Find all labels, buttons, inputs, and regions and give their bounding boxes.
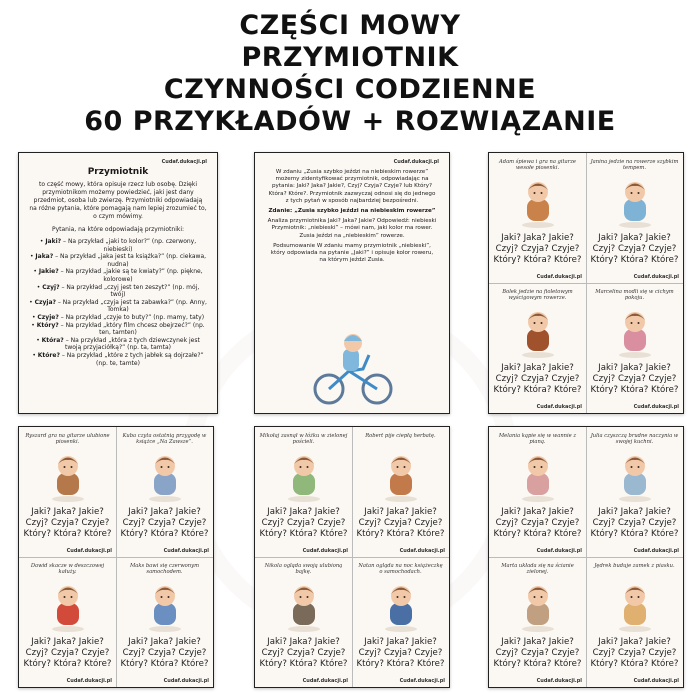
question-line: Który? Która? Które? (493, 385, 582, 395)
brand-label: Cudaf.dukacji.pl (536, 404, 582, 410)
question-example: – Na przykład „czyje to buty?” (np. mamy, taty) (58, 313, 205, 321)
question-words (588, 507, 681, 540)
child-illustration (612, 581, 658, 633)
brand-label: Cudaf.dukacji.pl (302, 678, 348, 684)
exercise-cell (255, 557, 352, 687)
question-line: Który? Która? Które? (259, 529, 348, 539)
exercise-cell (489, 557, 586, 687)
child-illustration (142, 451, 188, 503)
exercise-cell (19, 557, 116, 687)
question-line: Czyj? Czyja? Czyje? (592, 244, 677, 254)
exercise-cell (489, 427, 586, 557)
question-word: Które? (37, 351, 60, 359)
question-line: Jaki? Jaka? Jakie? (364, 507, 437, 517)
brand-label: Cudaf.dukacji.pl (399, 678, 445, 684)
exercise-cell (19, 427, 116, 557)
question-word: Która? (41, 336, 64, 344)
question-word: Czyj? (42, 283, 60, 291)
brand-label: Cudaf.dukacji.pl (536, 678, 582, 684)
question-line: Który? Która? Które? (590, 385, 679, 395)
question-line: Czyj? Czyja? Czyje? (25, 648, 110, 658)
question-words (257, 507, 350, 540)
question-line: Jaki? Jaka? Jakie? (31, 637, 104, 647)
question-line: Czyj? Czyja? Czyje? (122, 518, 207, 528)
question-words (588, 233, 681, 266)
worksheet-card (488, 152, 684, 414)
question-item: • Który? – Na przykład „który film chcesz obejrzeć?” (np. ten, tamten) (31, 321, 205, 337)
exercise-cell (352, 557, 449, 687)
question-line: Czyj? Czyja? Czyje? (358, 648, 443, 658)
child-illustration (612, 177, 658, 229)
child-illustration (515, 581, 561, 633)
header-line-4: 60 PRZYKŁADÓW + ROZWIĄZANIE (84, 106, 616, 137)
brand-label: Cudaf.dukacji.pl (633, 678, 679, 684)
header-line-3: CZYNNOŚCI CODZIENNE (163, 74, 537, 105)
brand-label: Cudaf.dukacji.pl (399, 548, 445, 554)
question-line: Czyj? Czyja? Czyje? (495, 518, 580, 528)
question-word: Czyje? (37, 313, 59, 321)
child-illustration (45, 451, 91, 503)
question-line: Czyj? Czyja? Czyje? (495, 374, 580, 384)
child-illustration (281, 581, 327, 633)
question-words (21, 507, 114, 540)
question-line: Czyj? Czyja? Czyje? (122, 648, 207, 658)
question-line: Który? Która? Które? (23, 529, 112, 539)
brand-label: Cudaf.dukacji.pl (633, 548, 679, 554)
question-line: Jaki? Jaka? Jakie? (598, 507, 671, 517)
brand-label: Cudaf.dukacji.pl (163, 548, 209, 554)
example-summary: Podsumowanie W zdaniu mamy przymiotnik „niebieski”, który odpowiada na pytanie „Jaki?” i opisuje kolor roweru, na którym jeździ Zusia. (270, 242, 434, 264)
question-line: Który? Która? Które? (259, 659, 348, 669)
question-line: Który? Która? Które? (590, 255, 679, 265)
child-illustration (378, 581, 424, 633)
question-line: Który? Która? Które? (493, 529, 582, 539)
question-line: Który? Która? Które? (356, 529, 445, 539)
brand-label: Cudaf.dukacji.pl (633, 404, 679, 410)
child-illustration (281, 451, 327, 503)
question-words (491, 637, 584, 670)
exercise-sentence: Natan ogląda na noc książeczkę o samochodach. (358, 563, 443, 575)
child-illustration (612, 451, 658, 503)
question-example: – Na przykład „czyja jest ta zabawka?” (np. Anny, Tomka) (55, 298, 207, 314)
exercise-cell (489, 283, 586, 413)
exercise-cell (586, 557, 683, 687)
question-line: Który? Która? Które? (120, 659, 209, 669)
example-sentence: Zdanie: „Zusia szybko jeździ na niebieskim rowerze” (268, 208, 436, 215)
exercise-sentence: Marcelina modli się w cichym pokoju. (595, 289, 674, 301)
exercise-sentence: Julia czyszczą brudne naczynia w swojej kuchni. (590, 433, 679, 445)
question-line: Który? Która? Które? (590, 659, 679, 669)
child-illustration (612, 307, 658, 359)
exercise-sentence: Robert pije ciepłą herbatę. (365, 433, 436, 439)
question-line: Czyj? Czyja? Czyje? (261, 648, 346, 658)
card-example (254, 152, 450, 414)
example-intro: W zdaniu „Zusia szybko jeździ na niebieskim rowerze” możemy zidentyfikować przymiotnik, odpowiadając na pytania: Jaki? Jaka? Jakie?, Czyj? Czyja? Czyje? lub Który? Która? Które?. Przymiotnik zazwyczaj odnosi się do jednego z tych pytań w sposób najbardziej bezpośredni. (268, 169, 436, 204)
worksheet-card (488, 426, 684, 688)
girl-on-bike-illustration (311, 331, 395, 407)
question-line: Jaki? Jaka? Jakie? (501, 363, 574, 373)
question-word: Który? (36, 321, 59, 329)
question-words (491, 233, 584, 266)
header-line-2: PRZYMIOTNIK (241, 42, 459, 73)
exercise-sentence: Melania kąpie się w wannie z pianą. (498, 433, 577, 445)
question-line: Jaki? Jaka? Jakie? (31, 507, 104, 517)
exercise-cell (255, 427, 352, 557)
question-words (257, 637, 350, 670)
child-illustration (45, 581, 91, 633)
question-line: Jaki? Jaka? Jakie? (501, 233, 574, 243)
exercise-sentence: Nikola ogląda swoją ulubioną bajkę. (264, 563, 343, 575)
exercise-sentence: Kuba czyta ostatnią przygodę w książce „Na Zawsze”. (122, 433, 207, 445)
exercise-cell (586, 153, 683, 283)
exercise-sentence: Bolek jedzie na fioletowym wyścigowym rowerze. (502, 289, 573, 301)
question-example: – Na przykład „czyj jest ten zeszyt?” (np. mój, twój) (59, 283, 200, 299)
brand-label: Cudaf.dukacji.pl (536, 548, 582, 554)
child-illustration (142, 581, 188, 633)
question-line: Jaki? Jaka? Jakie? (128, 507, 201, 517)
question-words (118, 637, 211, 670)
brand-label: Cudaf.dukacji.pl (302, 548, 348, 554)
question-example: – Na przykład „która z tych dziewczynek jest twoją przyjaciółką?” (np. ta, tamta) (63, 336, 200, 352)
child-illustration (515, 307, 561, 359)
brand-label: Cudaf.dukacji.pl (161, 159, 207, 165)
question-example: – Na przykład „jakie są te kwiaty?” (np. piękne, kolorowe) (58, 268, 203, 283)
question-example: – Na przykład „który film chcesz obejrzeć?” (np. ten, tamten) (58, 321, 205, 337)
exercise-sentence: Dawid skacze w deszczowej kałuży. (30, 563, 105, 575)
exercise-sentence: Janina jedzie na rowerze szybkim tempem. (590, 159, 679, 171)
exercise-cell (116, 427, 213, 557)
question-words (491, 507, 584, 540)
question-word: Czyja? (34, 298, 56, 306)
brand-label: Cudaf.dukacji.pl (536, 274, 582, 280)
question-word: Jaka? (35, 253, 54, 261)
brand-label: Cudaf.dukacji.pl (633, 274, 679, 280)
exercise-cell (586, 283, 683, 413)
brand-label: Cudaf.dukacji.pl (66, 548, 112, 554)
question-word: Jakie? (38, 268, 59, 276)
question-item: • Czyje? – Na przykład „czyje to buty?” (np. mamy, taty) (31, 313, 205, 321)
question-line: Jaki? Jaka? Jakie? (501, 637, 574, 647)
question-line: Czyj? Czyja? Czyje? (495, 244, 580, 254)
question-line: Jaki? Jaka? Jakie? (501, 507, 574, 517)
question-item: • Która? – Na przykład „która z tych dziewczynek jest twoją przyjaciółką?” (np. ta, tamta) (36, 336, 200, 352)
question-example: – Na przykład „jaki to kolor?” (np. czerwony, niebieski) (61, 238, 197, 253)
question-item: • Jaki? – Na przykład „jaki to kolor?” (np. czerwony, niebieski) (39, 238, 197, 253)
question-line: Jaki? Jaka? Jakie? (598, 637, 671, 647)
exercise-cell (586, 427, 683, 557)
child-illustration (515, 451, 561, 503)
question-words (588, 363, 681, 396)
question-words (354, 637, 447, 670)
question-line: Jaki? Jaka? Jakie? (598, 233, 671, 243)
exercise-sentence: Mikołaj zasnął w łóżku w zielonej pościeli. (259, 433, 348, 445)
brand-label: Cudaf.dukacji.pl (163, 678, 209, 684)
card-definition (18, 152, 218, 414)
card-title: Przymiotnik (87, 167, 149, 177)
question-line: Czyj? Czyja? Czyje? (25, 518, 110, 528)
question-example: – Na przykład „jaka jest ta książka?” (np. ciekawa, nudna) (53, 253, 207, 268)
question-item: • Czyja? – Na przykład „czyja jest ta zabawka?” (np. Anny, Tomka) (29, 298, 207, 314)
child-illustration (378, 451, 424, 503)
definition-text: to część mowy, która opisuje rzecz lub osobę. Dzięki przymiotnikom możemy powiedzieć, jaki jest dany przedmiot, osoba lub zwierzę. Przymiotniki odpowiadają na różne pytania, które pomagają nam lepiej zrozumieć to, o czym mówimy. (29, 181, 207, 220)
exercise-sentence: Maks bawi się czerwonym samochodem. (129, 563, 199, 575)
page-header (0, 10, 700, 138)
question-item: • Czyj? – Na przykład „czyj jest ten zeszyt?” (np. mój, twój) (36, 283, 200, 299)
question-line: Który? Która? Które? (356, 659, 445, 669)
question-item: • Które? – Na przykład „które z tych jabłek są dojrzałe?” (np. te, tamte) (32, 351, 204, 367)
worksheet-card (254, 426, 450, 688)
question-line: Jaki? Jaka? Jakie? (267, 637, 340, 647)
question-line: Czyj? Czyja? Czyje? (358, 518, 443, 528)
exercise-sentence: Ryszard gra na gitarze ulubione piosenki. (25, 433, 110, 445)
question-line: Jaki? Jaka? Jakie? (364, 637, 437, 647)
question-line: Jaki? Jaka? Jakie? (128, 637, 201, 647)
exercise-cell (352, 427, 449, 557)
exercise-sentence: Jędrek buduje zamek z piasku. (594, 563, 675, 569)
question-line: Czyj? Czyja? Czyje? (495, 648, 580, 658)
question-line: Czyj? Czyja? Czyje? (592, 374, 677, 384)
example-analysis: Analiza przymiotnika Jaki? Jaka? Jakie? Odpowiedź: niebieski Przymiotnik: „niebieski” – mówi nam, jaki kolor ma rower. Zusia jeździ na „niebieskim” rowerze. (267, 218, 437, 239)
worksheet-card (18, 426, 214, 688)
header-line-1: CZĘŚCI MOWY (239, 10, 461, 41)
question-line: Który? Która? Które? (23, 659, 112, 669)
question-words (588, 637, 681, 670)
question-words (21, 637, 114, 670)
question-words (118, 507, 211, 540)
questions-list (29, 238, 207, 367)
question-line: Jaki? Jaka? Jakie? (598, 363, 671, 373)
question-word: Jaki? (45, 238, 62, 245)
question-words (491, 363, 584, 396)
question-line: Który? Która? Które? (493, 255, 582, 265)
question-item: • Jaka? – Na przykład „jaka jest ta książka?” (np. ciekawa, nudna) (29, 253, 207, 268)
exercise-sentence: Marta układa się na ścianie zielonej. (501, 563, 574, 575)
question-line: Czyj? Czyja? Czyje? (261, 518, 346, 528)
question-line: Który? Która? Które? (120, 529, 209, 539)
question-line: Czyj? Czyja? Czyje? (592, 648, 677, 658)
question-line: Który? Która? Które? (493, 659, 582, 669)
brand-label: Cudaf.dukacji.pl (393, 159, 439, 165)
brand-label: Cudaf.dukacji.pl (66, 678, 112, 684)
question-words (354, 507, 447, 540)
question-item: • Jakie? – Na przykład „jakie są te kwiaty?” (np. piękne, kolorowe) (33, 268, 203, 283)
exercise-sentence: Adam śpiewa i gra na gitarze wesołe piosenki. (499, 159, 576, 171)
exercise-cell (116, 557, 213, 687)
child-illustration (515, 177, 561, 229)
question-line: Który? Która? Które? (590, 529, 679, 539)
question-line: Jaki? Jaka? Jakie? (267, 507, 340, 517)
questions-lead: Pytania, na które odpowiadają przymiotniki: (51, 226, 185, 233)
question-example: – Na przykład „które z tych jabłek są dojrzałe?” (np. te, tamte) (59, 351, 204, 367)
question-line: Czyj? Czyja? Czyje? (592, 518, 677, 528)
exercise-cell (489, 153, 586, 283)
